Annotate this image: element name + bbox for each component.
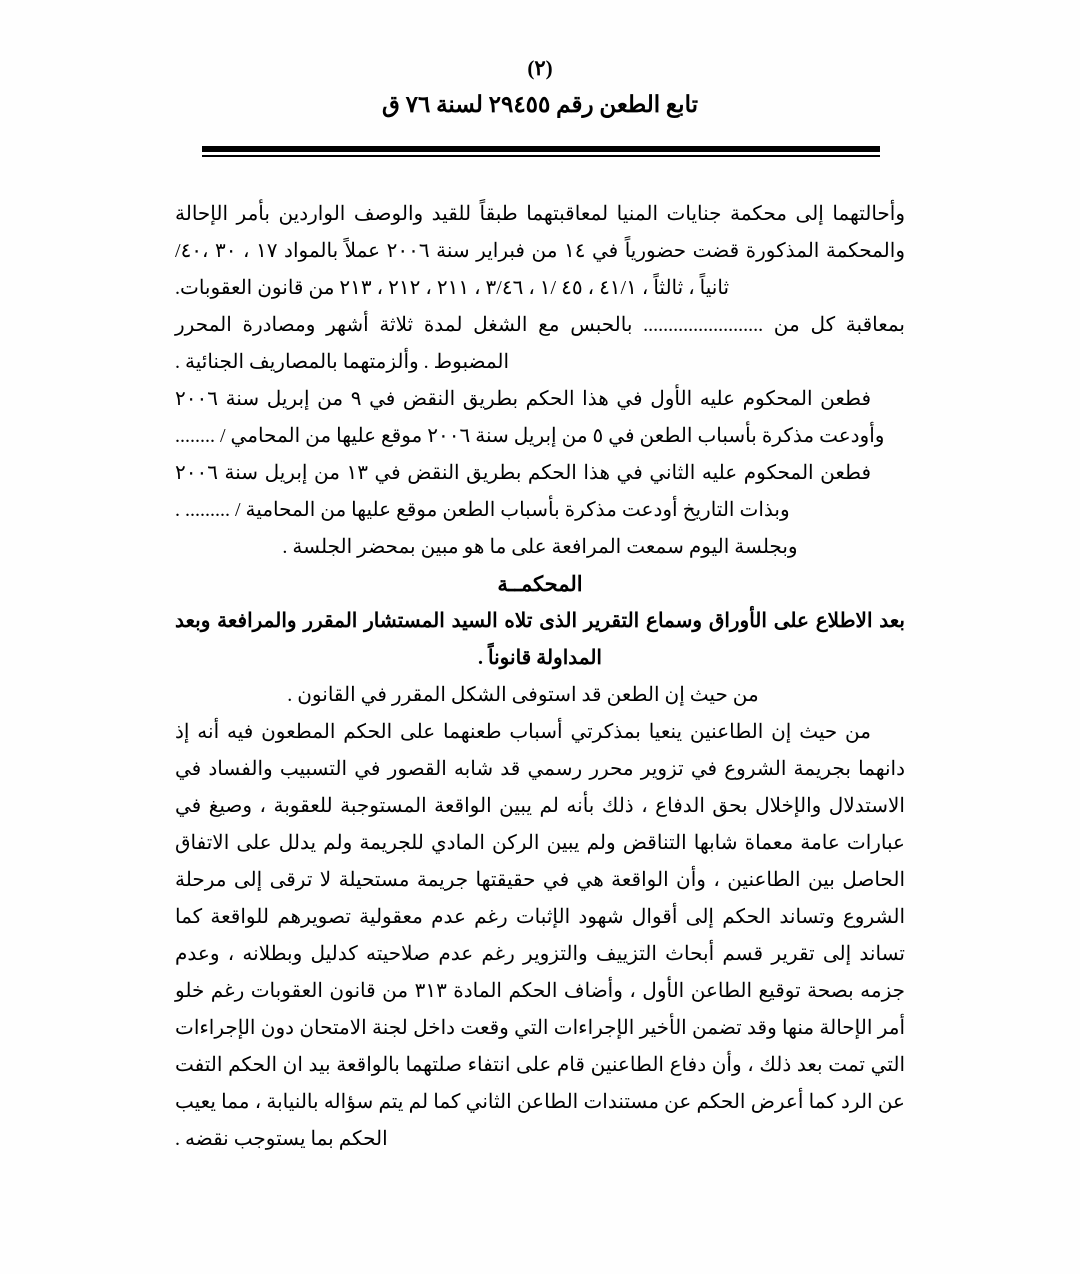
paragraph-second-appeal: فطعن المحكوم عليه الثاني في هذا الحكم بطريق النقض في ١٣ من إبريل سنة ٢٠٠٦ وبذات التاريخ أودعت مذكرة بأسباب الطعن موقع عليها من المحامية / ......... . bbox=[175, 462, 872, 521]
paragraph-form-ruling: من حيث إن الطعن قد استوفى الشكل المقرر في القانون . bbox=[287, 684, 759, 706]
header-divider bbox=[202, 146, 880, 157]
case-header-text: تابع الطعن رقم ٢٩٤٥٥ لسنة ٧٦ ق bbox=[381, 92, 698, 117]
paragraph-penalty: بمعاقبة كل من ........................ بالحبس مع الشغل لمدة ثلاثة أشهر ومصادرة المحرر المضبوط . وألزمتهما بالمصاريف الجنائية . bbox=[175, 314, 905, 373]
paragraph-first-appeal: فطعن المحكوم عليه الأول في هذا الحكم بطريق النقض في ٩ من إبريل سنة ٢٠٠٦ وأودعت مذكرة بأسباب الطعن في ٥ من إبريل سنة ٢٠٠٦ موقع عليها من المحامي / ........ bbox=[175, 388, 885, 447]
case-header bbox=[170, 92, 910, 118]
paragraph-referral: وأحالتهما إلى محكمة جنايات المنيا لمعاقبتهما طبقاً للقيد والوصف الواردين بأمر الإحالة والمحكمة المذكورة قضت حضورياً في ١٤ من فبراير سنة ٢٠٠٦ عملاً بالمواد ١٧ ، ٣٠ ،٤٠/ ثانياً ، ثالثاً ، ٤١/١ ، ٤٥ /١ ، ٣/٤٦ ، ٢١١ ، ٢١٢ ، ٢١٣ من قانون العقوبات. bbox=[175, 203, 905, 299]
paragraph-grounds-ruling: من حيث إن الطاعنين ينعيا بمذكرتي أسباب طعنهما على الحكم المطعون فيه أنه إذ دانهما بجريمة الشروع في تزوير محرر رسمي قد شابه القصور في التسبيب والفساد في الاستدلال والإخلال بحق الدفاع ، ذلك بأنه لم يبين الواقعة المستوجبة للعقوبة ، وصيغ في عبارات عامة معماة شابها التناقض ولم يبين الركن المادي للجريمة ولم يدلل على الاتفاق الحاصل بين الطاعنين ، وأن الواقعة هي في حقيقتها جريمة مستحيلة لا ترقى إلى مرحلة الشروع وتساند الحكم إلى أقوال شهود الإثبات رغم عدم معقولية تصويرهم للواقعة كما تساند إلى تقرير قسم أبحاث التزييف والتزوير رغم عدم صلاحيته كدليل وبطلانه ، وعدم جزمه بصحة توقيع الطاعن الأول ، وأضاف الحكم المادة ٣١٣ من قانون العقوبات رغم خلو أمر الإحالة منها وقد تضمن الأخير الإجراءات التي وقعت داخل لجنة الامتحان دون الإجراءات التي تمت بعد ذلك ، وأن دفاع الطاعنين قام على انتفاء صلتهما بالواقعة بيد ان الحكم التفت عن الرد كما أعرض الحكم عن مستندات الطاعن الثاني كما لم يتم سؤاله بالنيابة ، مما يعيب الحكم بما يستوجب نقضه . bbox=[175, 721, 905, 1150]
paragraph-session: وبجلسة اليوم سمعت المرافعة على ما هو مبين بمحضر الجلسة . bbox=[282, 536, 798, 558]
page-number: (٢) bbox=[527, 56, 553, 80]
court-heading: المحكمــة bbox=[497, 572, 583, 596]
divider-thin-line bbox=[202, 155, 880, 157]
paragraph-preamble: بعد الاطلاع على الأوراق وسماع التقرير الذى تلاه السيد المستشار المقرر والمرافعة وبعد المداولة قانوناً . bbox=[175, 610, 905, 669]
document-body bbox=[175, 196, 905, 1158]
